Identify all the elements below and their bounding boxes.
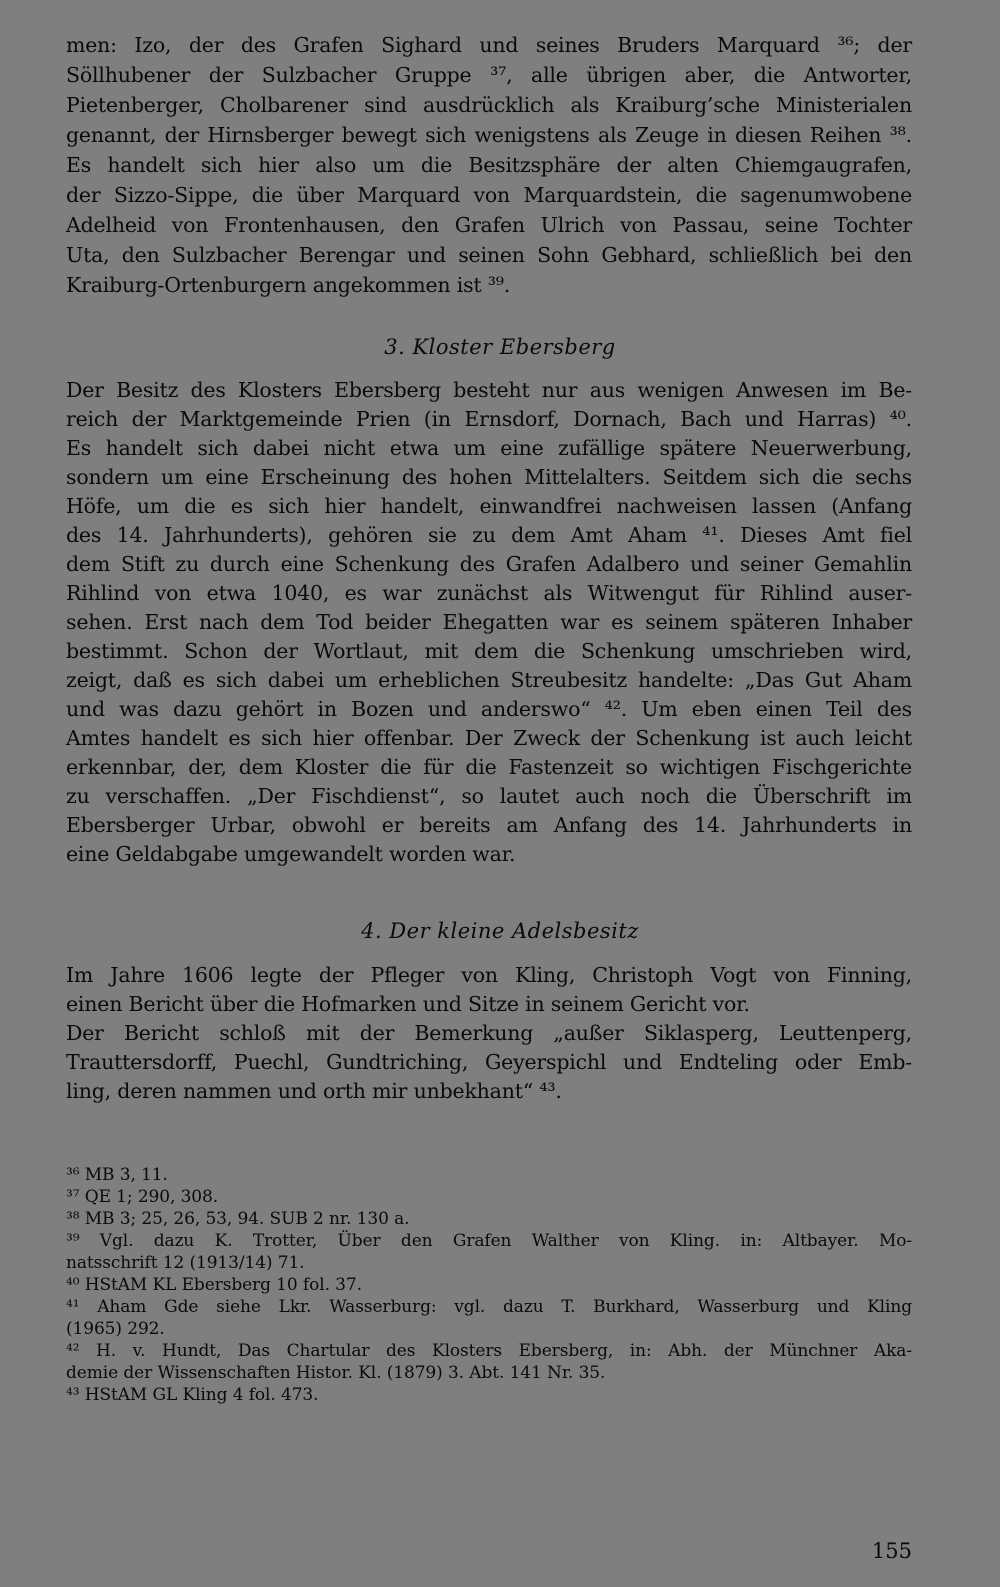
footnote-36: ³⁶ MB 3, 11. <box>66 1165 168 1185</box>
text-line: sondern um eine Erscheinung des hohen Mittelalters. Seitdem sich die sechs <box>66 465 912 489</box>
text-line: des 14. Jahrhunderts), gehören sie zu dem Amt Aham ⁴¹. Dieses Amt fiel <box>66 523 912 547</box>
footnote-39: ³⁹ Vgl. dazu K. Trotter, Über den Grafen Walther von Kling. in: Altbayer. Mo- <box>66 1231 912 1251</box>
section-heading-kleine-adelsbesitz: 4. Der kleine Adelsbesitz <box>361 919 639 943</box>
text-line: men: Izo, der des Grafen Sighard und seines Bruders Marquard ³⁶; der <box>66 33 912 57</box>
text-line: Höfe, um die es sich hier handelt, einwandfrei nachweisen lassen (Anfang <box>66 494 912 518</box>
text-line: Es handelt sich hier also um die Besitzsphäre der alten Chiemgaugrafen, <box>66 153 912 177</box>
text-line: zeigt, daß es sich dabei um erheblichen Streubesitz handelte: „Das Gut Aham <box>66 668 912 692</box>
footnote-41: ⁴¹ Aham Gde siehe Lkr. Wasserburg: vgl. dazu T. Burkhard, Wasserburg und Kling <box>66 1297 912 1317</box>
footnote-42-cont: demie der Wissenschaften Histor. Kl. (1879) 3. Abt. 141 Nr. 35. <box>66 1363 606 1383</box>
text-line: einen Bericht über die Hofmarken und Sitze in seinem Gericht vor. <box>66 992 750 1016</box>
text-line: Der Besitz des Klosters Ebersberg besteht nur aus wenigen Anwesen im Be- <box>66 378 912 402</box>
text-line: Im Jahre 1606 legte der Pfleger von Kling, Christoph Vogt von Finning, <box>66 963 912 987</box>
page-number: 155 <box>871 1539 912 1563</box>
text-line: ling, deren nammen und orth mir unbekhant“ ⁴³. <box>66 1079 562 1103</box>
footnote-38: ³⁸ MB 3; 25, 26, 53, 94. SUB 2 nr. 130 a. <box>66 1209 410 1229</box>
text-line: Trauttersdorff, Puechl, Gundtriching, Geyerspichl und Endteling oder Emb- <box>66 1050 912 1074</box>
text-line: reich der Marktgemeinde Prien (in Ernsdorf, Dornach, Bach und Harras) ⁴⁰. <box>66 407 912 431</box>
text-line: zu verschaffen. „Der Fischdienst“, so lautet auch noch die Überschrift im <box>66 784 912 808</box>
footnote-43: ⁴³ HStAM GL Kling 4 fol. 473. <box>66 1385 319 1405</box>
section-heading-kloster-ebersberg: 3. Kloster Ebersberg <box>384 335 616 359</box>
text-line: eine Geldabgabe umgewandelt worden war. <box>66 842 516 866</box>
text-line: Es handelt sich dabei nicht etwa um eine zufällige spätere Neuerwerbung, <box>66 436 912 460</box>
text-line: Söllhubener der Sulzbacher Gruppe ³⁷, alle übrigen aber, die Antworter, <box>66 63 912 87</box>
text-line: Der Bericht schloß mit der Bemerkung „außer Siklasperg, Leuttenperg, <box>66 1021 912 1045</box>
footnote-41-cont: (1965) 292. <box>66 1319 165 1339</box>
text-line: bestimmt. Schon der Wortlaut, mit dem die Schenkung umschrieben wird, <box>66 639 912 663</box>
text-line: Amtes handelt es sich hier offenbar. Der Zweck der Schenkung ist auch leicht <box>66 726 912 750</box>
text-line: Pietenberger, Cholbarener sind ausdrücklich als Kraiburg’sche Ministerialen <box>66 93 912 117</box>
footnote-42: ⁴² H. v. Hundt, Das Chartular des Klosters Ebersberg, in: Abh. der Münchner Aka- <box>66 1341 912 1361</box>
footnote-40: ⁴⁰ HStAM KL Ebersberg 10 fol. 37. <box>66 1275 362 1295</box>
text-line: Uta, den Sulzbacher Berengar und seinen Sohn Gebhard, schließlich bei den <box>66 243 912 267</box>
text-line: erkennbar, der, dem Kloster die für die Fastenzeit so wichtigen Fischgerichte <box>66 755 912 779</box>
text-line: Adelheid von Frontenhausen, den Grafen Ulrich von Passau, seine Tochter <box>66 213 912 237</box>
footnote-37: ³⁷ QE 1; 290, 308. <box>66 1187 219 1207</box>
footnote-39-cont: natsschrift 12 (1913/14) 71. <box>66 1253 305 1273</box>
text-line: und was dazu gehört in Bozen und anderswo“ ⁴². Um eben einen Teil des <box>66 697 912 721</box>
text-line: der Sizzo-Sippe, die über Marquard von Marquardstein, die sagenumwobene <box>66 183 912 207</box>
text-line: sehen. Erst nach dem Tod beider Ehegatten war es seinem späteren Inhaber <box>66 610 912 634</box>
text-line: Ebersberger Urbar, obwohl er bereits am Anfang des 14. Jahrhunderts in <box>66 813 912 837</box>
text-line: Rihlind von etwa 1040, es war zunächst als Witwengut für Rihlind auser- <box>66 581 912 605</box>
text-line: dem Stift zu durch eine Schenkung des Grafen Adalbero und seiner Gemahlin <box>66 552 912 576</box>
text-line: Kraiburg-Ortenburgern angekommen ist ³⁹. <box>66 273 511 297</box>
text-line: genannt, der Hirnsberger bewegt sich wenigstens als Zeuge in diesen Reihen ³⁸. <box>66 123 912 147</box>
